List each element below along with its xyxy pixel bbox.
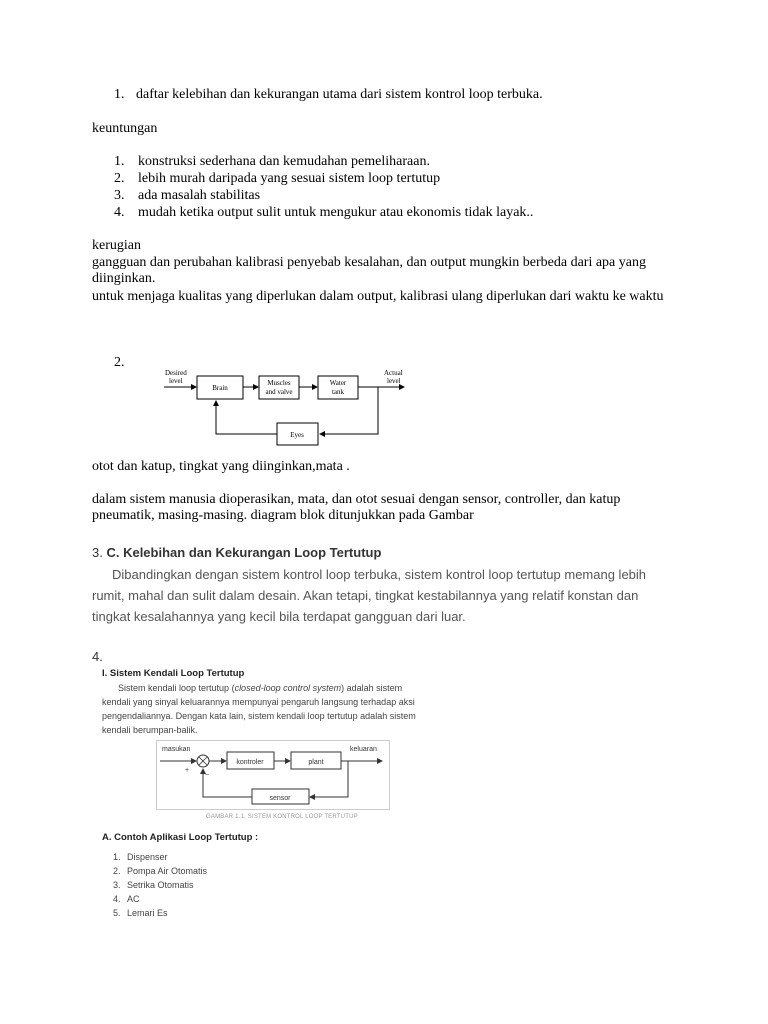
list-item: 2. lebih murah daripada yang sesuai sistem loop tertutup <box>114 171 441 186</box>
brain-label: Brain <box>212 384 228 392</box>
plus-sign: + <box>185 767 190 774</box>
section3-title: C. Kelebihan dan Kekurangan Loop Tertutup <box>106 545 382 560</box>
section3-line-1: Dibandingkan dengan sistem kontrol loop terbuka, sistem kontrol loop tertutup memang lebih <box>112 567 647 582</box>
muscles-label: Muscles <box>267 379 291 387</box>
eyes-label: Eyes <box>290 431 304 439</box>
section4-paragraph-line-1: Sistem kendali loop tertutup (closed-loop control system) adalah sistem <box>118 683 403 693</box>
sensor-label: sensor <box>269 795 291 802</box>
minus-sign: − <box>205 772 210 779</box>
section2-number: 2. <box>114 355 125 370</box>
list-item: 4. AC <box>113 894 140 904</box>
list-item: 4. mudah ketika output sulit untuk mengukur atau ekonomis tidak layak.. <box>114 205 534 220</box>
actual-level-label: level <box>387 377 401 385</box>
examples-title: A. Contoh Aplikasi Loop Tertutup : <box>102 832 259 843</box>
section4-paragraph-line-4: kendali berumpan-balik. <box>102 725 198 735</box>
section3-line-3: tingkat kesalahannya yang kecil bila terdapat gangguan dari luar. <box>92 609 466 624</box>
disadvantages-paragraph-1: gangguan dan perubahan kalibrasi penyebab kesalahan, dan output mungkin berbeda dari apa yang diinginkan. <box>92 255 646 286</box>
section3-line-2: rumit, mahal dan sulit dalam desain. Akan tetapi, tingkat kestabilannya yang relatif konstan dan <box>92 588 639 603</box>
list-item: 2. Pompa Air Otomatis <box>113 866 208 876</box>
disadvantages-paragraph-2: untuk menjaga kualitas yang diperlukan dalam output, kalibrasi ulang diperlukan dari waktu ke waktu <box>92 289 664 304</box>
list-number: 1. <box>114 87 125 102</box>
diagram-caption: otot dan katup, tingkat yang diinginkan,mata . <box>92 459 350 474</box>
section4-title: I. Sistem Kendali Loop Tertutup <box>102 668 245 679</box>
section4-number: 4. <box>92 649 103 664</box>
kontroler-label: kontroler <box>236 759 264 766</box>
water-label: Water <box>329 379 347 387</box>
section1-heading <box>114 87 543 103</box>
heading-text: daftar kelebihan dan kekurangan utama dari sistem kontrol loop terbuka. <box>136 87 543 102</box>
plant-label: plant <box>308 759 324 766</box>
closed-loop-block-diagram <box>156 740 390 810</box>
list-item: 3. ada masalah stabilitas <box>114 188 261 203</box>
section3-heading <box>92 545 381 560</box>
list-item: 1. konstruksi sederhana dan kemudahan pemeliharaan. <box>114 154 430 169</box>
and-valve-label: and valve <box>265 388 293 396</box>
list-item: 5. Lemari Es <box>113 908 168 918</box>
section4-paragraph-line-3: pengendaliannya. Dengan kata lain, sistem kendali loop tertutup adalah sistem <box>102 711 416 721</box>
tank-label: tank <box>331 388 345 396</box>
advantages-title: keuntungan <box>92 121 158 136</box>
list-item: 3. Setrika Otomatis <box>113 880 194 890</box>
list-item: 1. Dispenser <box>113 852 168 862</box>
desired-level-label: level <box>169 377 183 385</box>
section4-paragraph-line-2: kendali yang sinyal keluarannya mempunyai pengaruh langsung terhadap aksi <box>102 697 415 707</box>
actual-label: Actual <box>384 369 403 377</box>
feedback-arrow <box>216 401 277 434</box>
masukan-label: masukan <box>162 746 191 753</box>
section2-paragraph: dalam sistem manusia dioperasikan, mata, dan otot sesuai dengan sensor, controller, dan katup pneumatik, masing-masing. diagram blok ditunjukkan pada Gambar <box>92 492 621 523</box>
human-control-block-diagram <box>160 364 410 450</box>
keluaran-label: keluaran <box>350 746 377 753</box>
disadvantages-title: kerugian <box>92 238 141 253</box>
figure-caption: GAMBAR 1.1. SISTEM KONTROL LOOP TERTUTUP <box>206 814 358 820</box>
desired-label: Desired <box>165 369 187 377</box>
section3-number: 3. <box>92 545 103 560</box>
